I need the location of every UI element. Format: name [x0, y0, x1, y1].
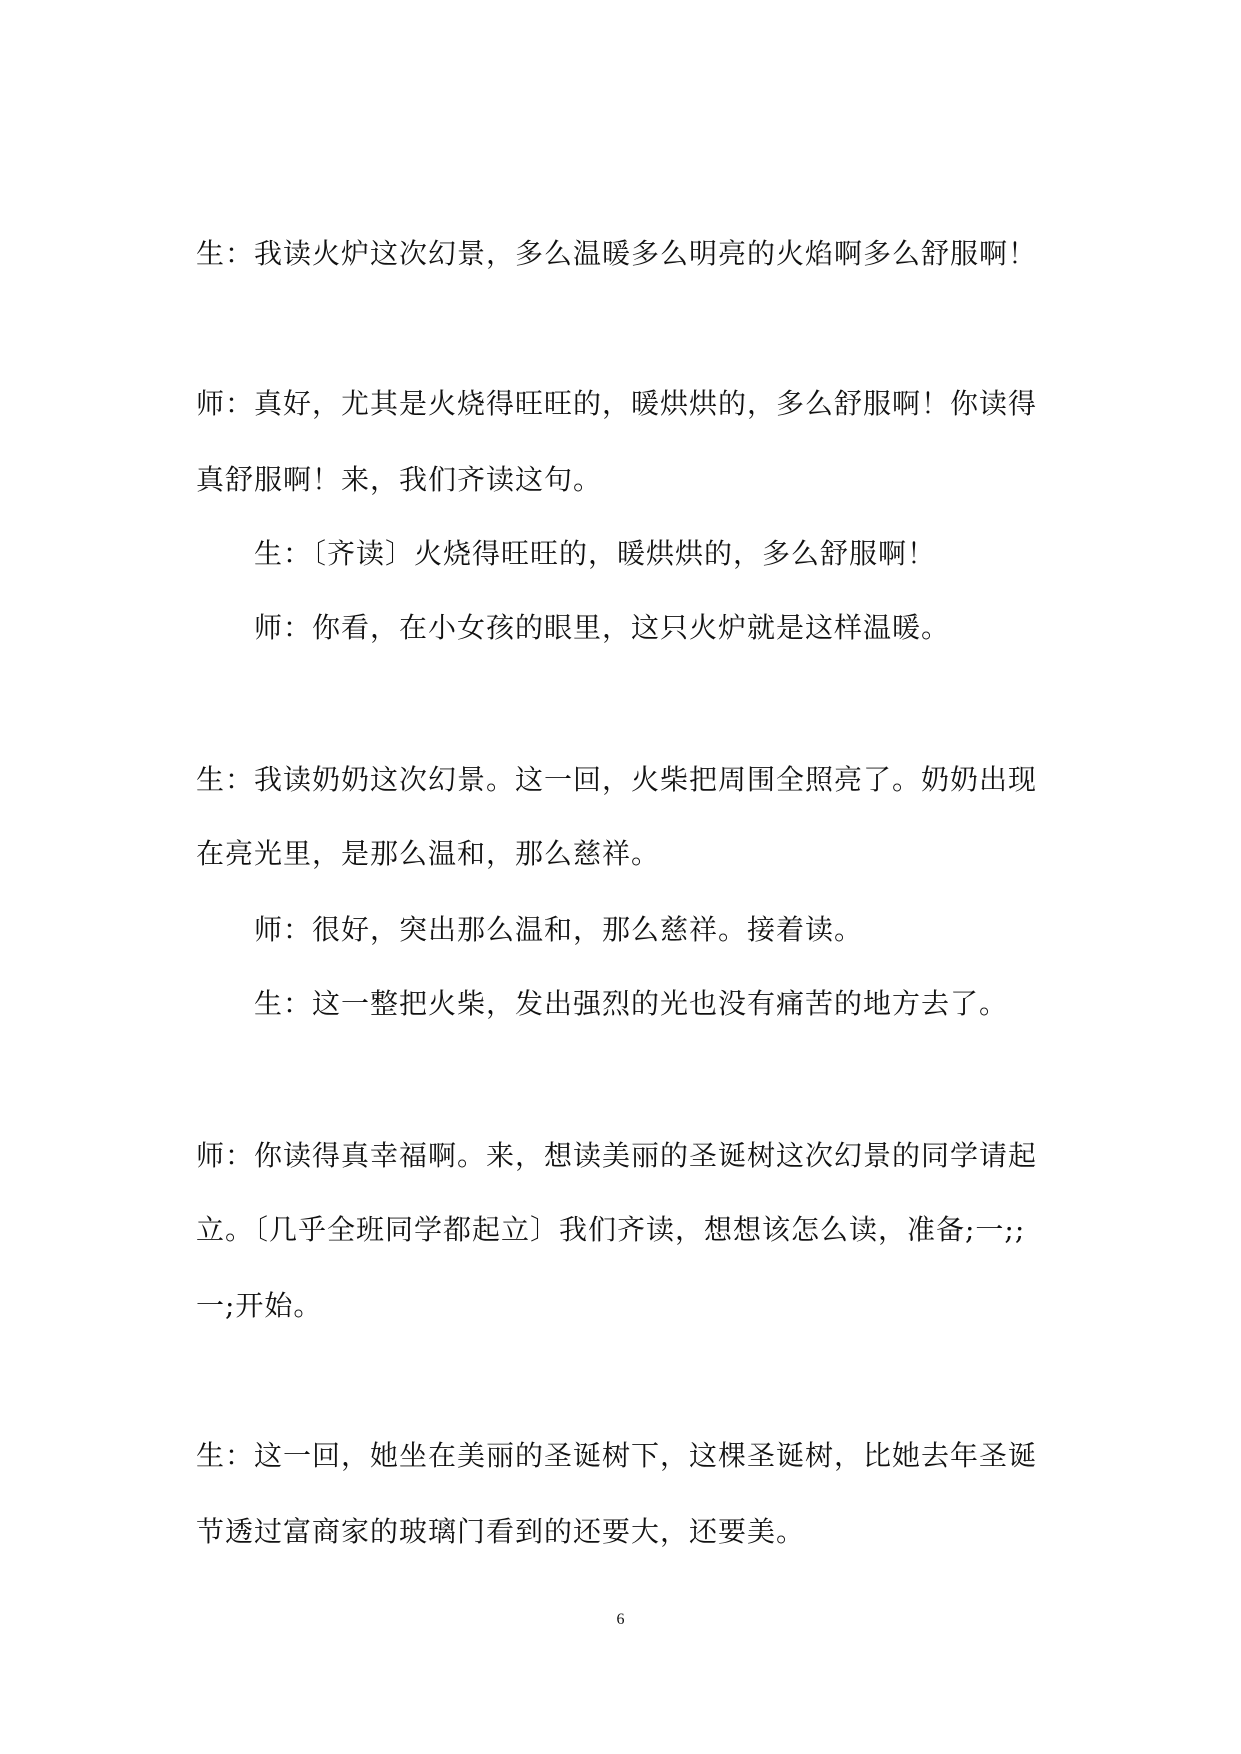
paragraph-line: 生：〔齐读〕火烧得旺旺的，暖烘烘的，多么舒服啊！ [254, 537, 937, 570]
paragraph-line: 师：真好，尤其是火烧得旺旺的，暖烘烘的，多么舒服啊！你读得 [196, 387, 1038, 420]
paragraph-line: 师：你看，在小女孩的眼里，这只火炉就是这样温暖。 [254, 611, 951, 644]
paragraph-line: 立。〔几乎全班同学都起立〕我们齐读，想想该怎么读，准备;一;; [196, 1213, 1026, 1246]
paragraph-line: 师：你读得真幸福啊。来，想读美丽的圣诞树这次幻景的同学请起 [196, 1139, 1038, 1172]
paragraph-line: 节透过富商家的玻璃门看到的还要大，还要美。 [196, 1515, 806, 1548]
paragraph-line: 真舒服啊！来，我们齐读这句。 [196, 463, 603, 496]
paragraph-line: 生：我读火炉这次幻景，多么温暖多么明亮的火焰啊多么舒服啊！ [196, 237, 1038, 270]
paragraph-line: 在亮光里，是那么温和，那么慈祥。 [196, 837, 661, 870]
paragraph-line: 生：这一整把火柴，发出强烈的光也没有痛苦的地方去了。 [254, 987, 1009, 1020]
page-number: 6 [616, 1611, 625, 1628]
paragraph-line: 生：这一回，她坐在美丽的圣诞树下，这棵圣诞树，比她去年圣诞 [196, 1439, 1038, 1472]
paragraph-line: 生：我读奶奶这次幻景。这一回，火柴把周围全照亮了。奶奶出现 [196, 763, 1038, 796]
paragraph-line: 一;开始。 [196, 1289, 323, 1322]
paragraph-line: 师：很好，突出那么温和，那么慈祥。接着读。 [254, 913, 864, 946]
